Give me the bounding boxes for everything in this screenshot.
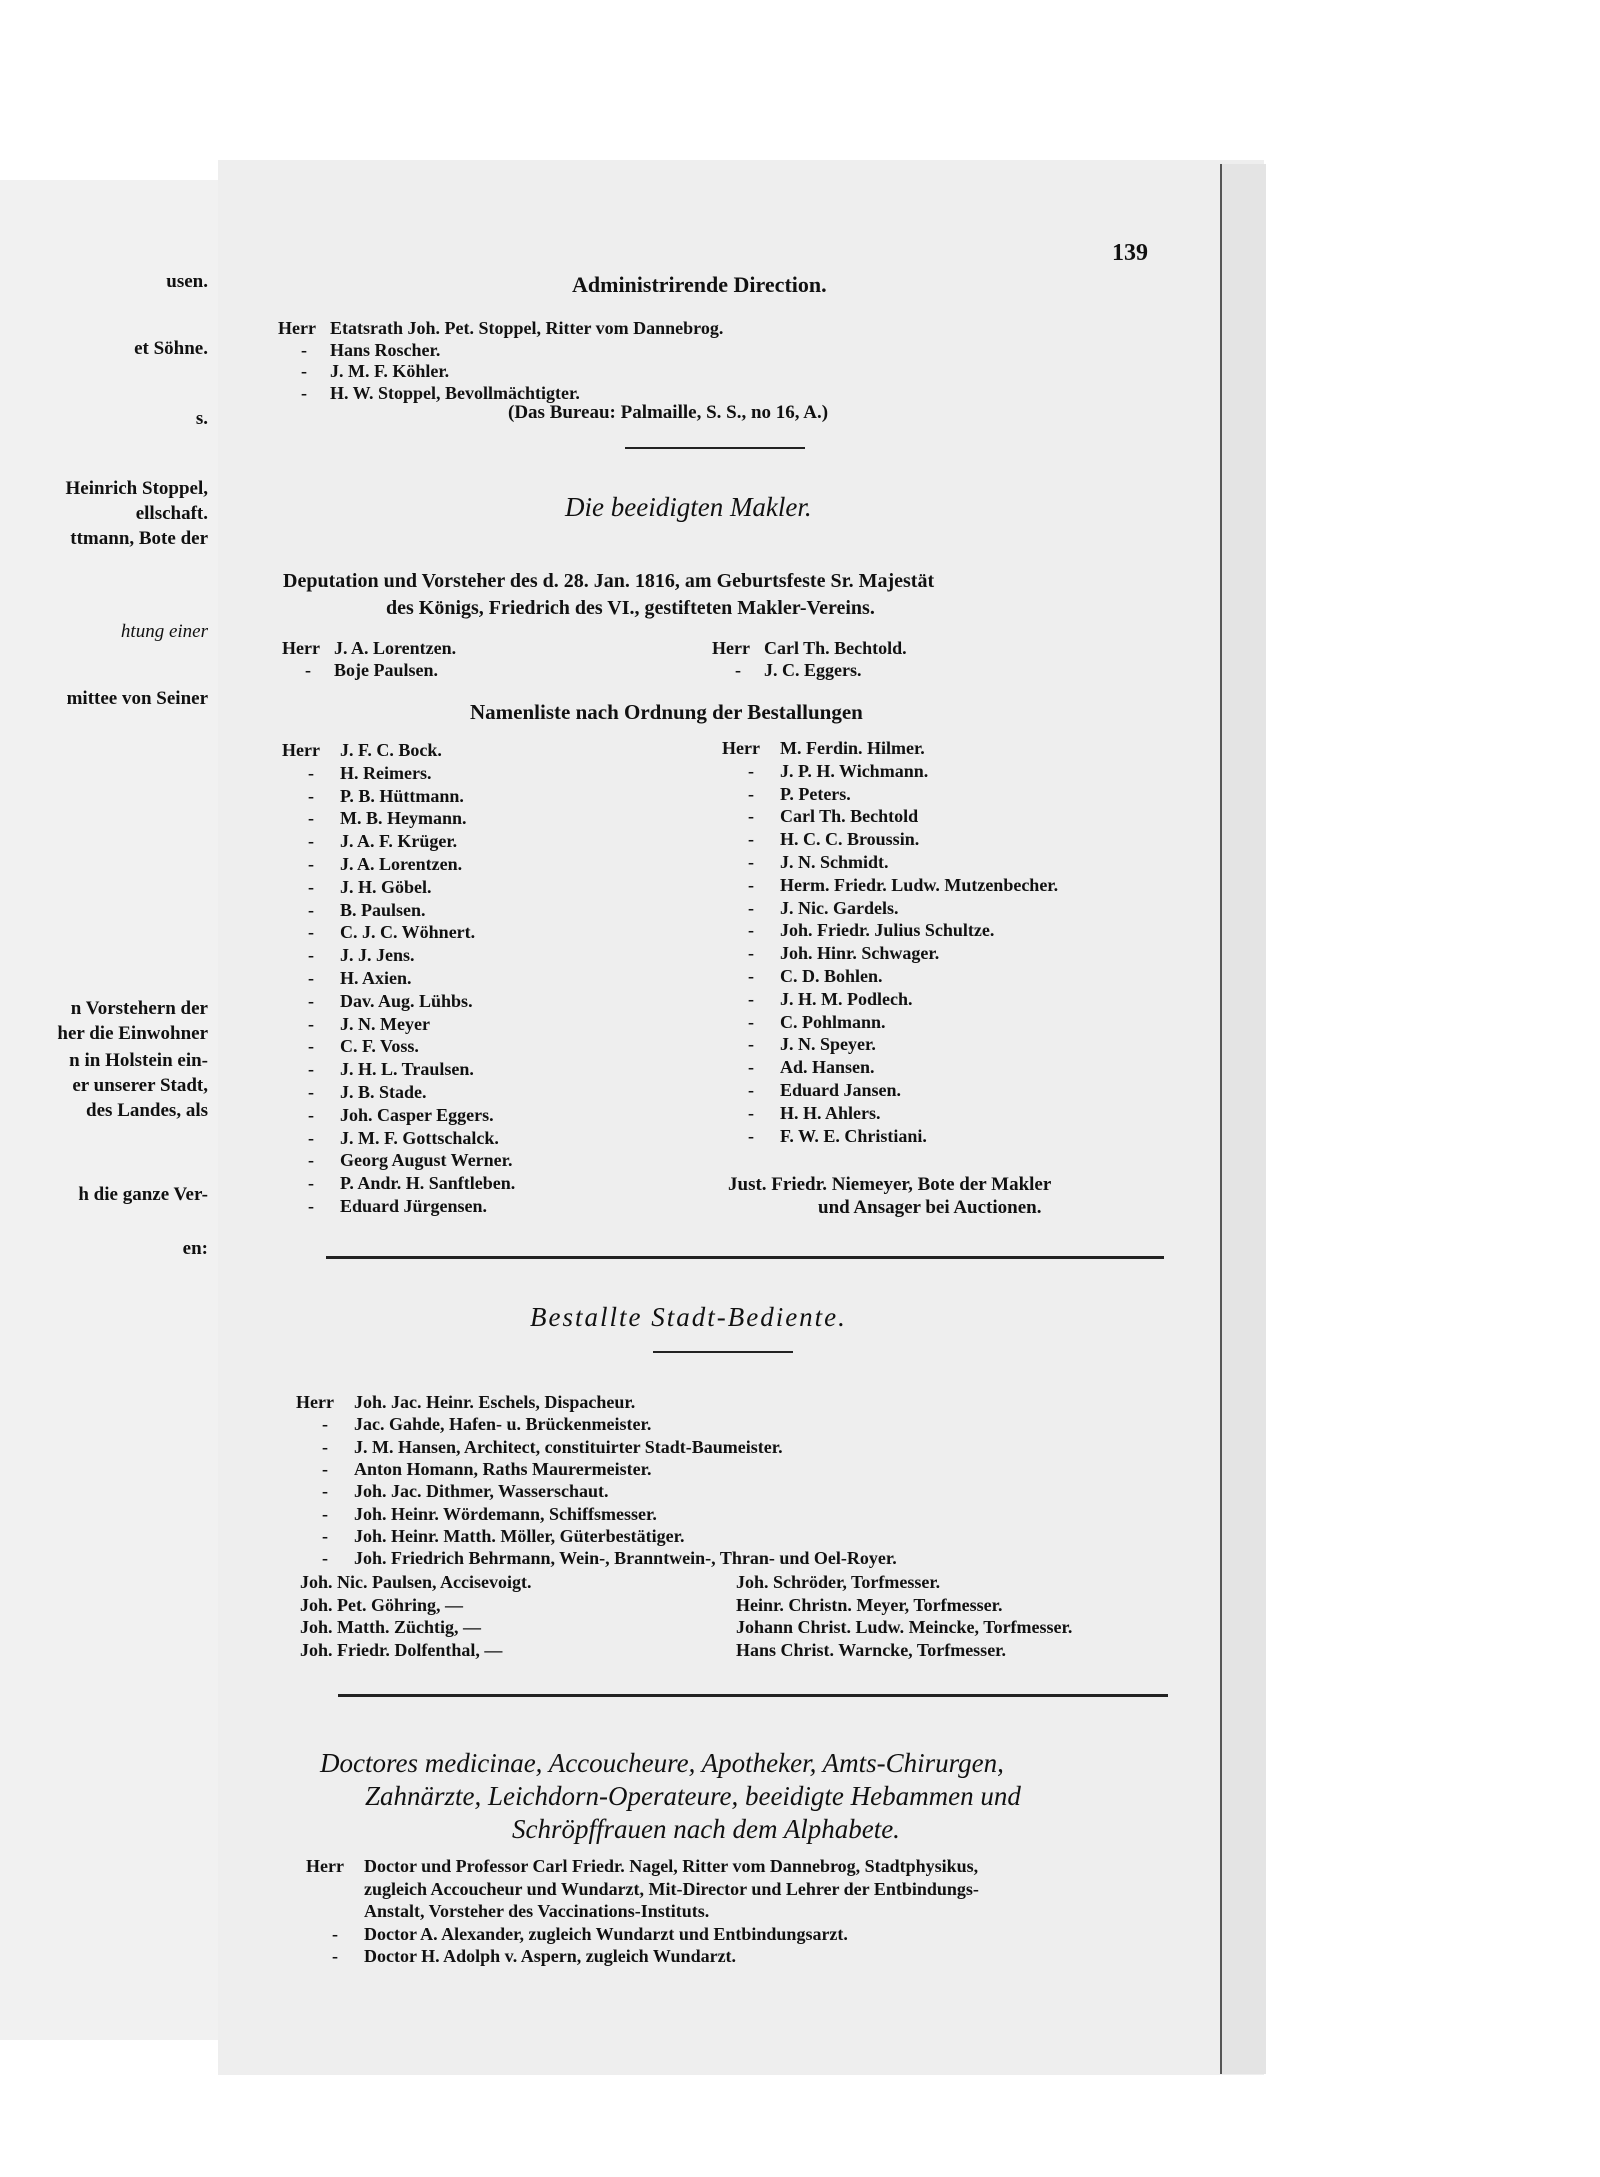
list-item: Heinr. Christn. Meyer, Torfmesser. <box>736 1594 1003 1615</box>
page-edge <box>1220 164 1266 2074</box>
list-item: Johann Christ. Ludw. Meincke, Torfmesser. <box>736 1617 1073 1637</box>
list-item-text: Georg August Werner. <box>340 1150 513 1171</box>
list-item <box>296 1459 652 1480</box>
list-item-text: J. A. F. Krüger. <box>340 831 458 852</box>
list-item-prefix: - <box>748 1080 754 1100</box>
bote-line-1: Just. Friedr. Niemeyer, Bote der Makler <box>728 1174 1052 1195</box>
list-item <box>278 361 449 382</box>
list-item-prefix: - <box>748 943 754 964</box>
list-item-text: Ad. Hansen. <box>780 1057 875 1078</box>
list-item-prefix: - <box>322 1414 328 1435</box>
left-page-text: her die Einwohner <box>57 1023 208 1044</box>
list-item-prefix: Herr <box>282 638 320 658</box>
page-number: 139 <box>1112 240 1148 266</box>
list-item <box>282 740 442 761</box>
list-item-prefix: - <box>308 1127 314 1148</box>
list-item-text: H. Reimers. <box>340 762 432 783</box>
list-item-text: M. B. Heymann. <box>340 808 467 829</box>
list-item-prefix: - <box>308 1059 314 1080</box>
list-item <box>282 1173 515 1194</box>
list-item <box>722 852 889 873</box>
list-item-prefix: - <box>308 762 314 783</box>
list-item-text: J. J. Jens. <box>340 945 415 966</box>
list-item <box>278 340 440 361</box>
list-item-text: Joh. Hinr. Schwager. <box>780 943 940 964</box>
list-item-prefix: - <box>322 1525 328 1546</box>
list-item-text: Eduard Jansen. <box>780 1080 902 1100</box>
list-item-text: Joh. Heinr. Matth. Möller, Güterbestätiger. <box>354 1525 685 1546</box>
list-item <box>296 1437 783 1458</box>
list-item <box>722 1126 927 1147</box>
list-item <box>722 1012 886 1033</box>
list-item-prefix: Herr <box>306 1856 344 1876</box>
list-item-text: J. C. Eggers. <box>764 660 862 680</box>
left-page-text: er unserer Stadt, <box>72 1075 208 1096</box>
list-item-text: Carl Th. Bechtold <box>780 806 919 827</box>
list-item <box>282 1036 419 1057</box>
list-item-prefix: - <box>748 1102 754 1123</box>
list-item-prefix: - <box>305 660 311 680</box>
previous-page-fragment <box>0 180 222 2040</box>
list-item-prefix: - <box>748 1011 754 1032</box>
list-item-prefix: - <box>735 660 741 680</box>
list-item: Joh. Friedr. Dolfenthal, — <box>300 1639 503 1660</box>
list-item <box>722 784 851 805</box>
list-item-text: J. P. H. Wichmann. <box>780 760 929 781</box>
list-item-prefix: - <box>308 899 314 920</box>
list-item <box>282 1082 427 1103</box>
list-item-text: Anstalt, Vorsteher des Vaccinations-Instituts. <box>364 1901 710 1921</box>
list-item-text: zugleich Accoucheur und Wundarzt, Mit-Director und Lehrer der Entbindungs- <box>364 1878 979 1899</box>
list-item <box>306 1901 709 1922</box>
list-item <box>722 806 918 827</box>
list-item-prefix: - <box>301 339 307 360</box>
list-item-text: B. Paulsen. <box>340 899 426 920</box>
left-page-text: usen. <box>166 271 208 292</box>
list-item <box>278 383 580 404</box>
list-item-text: C. D. Bohlen. <box>780 966 883 986</box>
list-item-text: J. H. Göbel. <box>340 876 432 897</box>
list-item-text: H. W. Stoppel, Bevollmächtigter. <box>330 382 580 403</box>
list-item: Joh. Pet. Göhring, — <box>300 1594 464 1615</box>
list-item-text: C. F. Voss. <box>340 1036 419 1057</box>
list-item-prefix: - <box>308 1104 314 1125</box>
list-item-prefix: - <box>748 806 754 827</box>
list-item-text: J. N. Schmidt. <box>780 852 889 872</box>
list-item-text: Anton Homann, Raths Maurermeister. <box>354 1458 652 1479</box>
list-item-prefix: - <box>748 920 754 941</box>
list-item-prefix: Herr <box>282 740 320 760</box>
list-item-prefix: - <box>308 785 314 806</box>
list-item-text: M. Ferdin. Hilmer. <box>780 738 925 758</box>
list-item <box>282 808 467 829</box>
list-item-text: Dav. Aug. Lühbs. <box>340 990 473 1011</box>
list-item-text: J. H. M. Podlech. <box>780 988 913 1009</box>
list-item <box>296 1414 651 1435</box>
list-item: Joh. Matth. Züchtig, — <box>300 1617 482 1637</box>
list-item <box>282 1128 499 1149</box>
list-item-prefix: - <box>748 829 754 850</box>
section-title-doctores-1: Doctores medicinae, Accoucheure, Apotheker, Amts-Chirurgen, <box>320 1748 1004 1778</box>
deputation-line-2: des Königs, Friedrich des VI., gestifteten Makler-Vereins. <box>386 597 875 619</box>
list-item-prefix: - <box>301 382 307 403</box>
list-item-text: Carl Th. Bechtold. <box>764 638 907 658</box>
bote-line-2: und Ansager bei Auctionen. <box>818 1197 1042 1218</box>
left-page-text: mittee von Seiner <box>66 688 208 709</box>
left-page-text: des Landes, als <box>86 1100 208 1121</box>
list-item-text: Joh. Friedrich Behrmann, Wein-, Branntwein-, Thran- und Oel-Royer. <box>354 1548 897 1569</box>
list-item-text: Doctor H. Adolph v. Aspern, zugleich Wundarzt. <box>364 1946 737 1966</box>
list-item-text: J. M. F. Gottschalck. <box>340 1127 499 1148</box>
list-item <box>282 968 412 989</box>
list-item-prefix: - <box>748 1057 754 1078</box>
list-item <box>712 638 907 659</box>
list-item-text: Herm. Friedr. Ludw. Mutzenbecher. <box>780 874 1059 895</box>
list-item <box>282 660 438 681</box>
list-item-text: J. F. C. Bock. <box>340 740 442 760</box>
list-item: Joh. Schröder, Torfmesser. <box>736 1572 941 1592</box>
list-item-prefix: - <box>308 1082 314 1102</box>
list-item <box>722 1080 901 1101</box>
list-item-text: P. Peters. <box>780 783 851 804</box>
list-item-prefix: - <box>308 876 314 897</box>
list-item <box>296 1481 609 1502</box>
list-item-prefix: - <box>748 874 754 895</box>
list-item-text: Doctor und Professor Carl Friedr. Nagel, Ritter vom Dannebrog, Stadtphysikus, <box>364 1856 979 1876</box>
list-item-prefix: - <box>308 945 314 966</box>
list-item <box>282 786 464 807</box>
list-item-text: P. Andr. H. Sanftleben. <box>340 1173 516 1194</box>
list-item-prefix: - <box>748 1125 754 1146</box>
list-item-text: J. M. Hansen, Architect, constituirter Stadt-Baumeister. <box>354 1436 783 1457</box>
list-item-prefix: - <box>322 1436 328 1457</box>
list-item <box>722 898 899 919</box>
list-item: Joh. Nic. Paulsen, Accisevoigt. <box>300 1572 532 1592</box>
list-item-prefix: - <box>322 1548 328 1569</box>
list-item-prefix: - <box>322 1458 328 1479</box>
list-item-text: J. N. Speyer. <box>780 1034 876 1055</box>
list-item <box>722 989 913 1010</box>
list-item-text: C. Pohlmann. <box>780 1011 886 1032</box>
list-item-text: Joh. Jac. Dithmer, Wasserschaut. <box>354 1481 609 1502</box>
section-title-doctores-3: Schröpffrauen nach dem Alphabete. <box>512 1814 900 1844</box>
left-page-text: ellschaft. <box>135 503 208 524</box>
divider <box>653 1351 793 1353</box>
list-item-text: Joh. Casper Eggers. <box>340 1104 494 1125</box>
list-item-prefix: - <box>322 1503 328 1524</box>
list-item <box>722 943 939 964</box>
list-item-text: Joh. Friedr. Julius Schultze. <box>780 920 995 941</box>
section-rule <box>338 1694 1168 1697</box>
list-item-prefix: - <box>748 783 754 804</box>
left-page-text: n in Holstein ein- <box>69 1050 208 1071</box>
left-page-text: htung einer <box>120 621 208 642</box>
list-item-text: Jac. Gahde, Hafen- u. Brückenmeister. <box>354 1414 652 1435</box>
list-item <box>306 1946 736 1967</box>
list-item-text: Etatsrath Joh. Pet. Stoppel, Ritter vom Dannebrog. <box>330 318 724 338</box>
list-item <box>282 831 457 852</box>
list-item <box>306 1924 848 1945</box>
list-item-prefix: - <box>748 852 754 872</box>
list-item <box>722 1103 881 1124</box>
list-item-prefix: - <box>748 1034 754 1055</box>
list-item-prefix: - <box>308 1173 314 1194</box>
list-item <box>722 920 994 941</box>
section-rule <box>326 1256 1164 1259</box>
list-item-text: Eduard Jürgensen. <box>340 1196 488 1216</box>
list-item-prefix: - <box>308 968 314 988</box>
list-item-prefix: - <box>748 897 754 918</box>
list-item-prefix: - <box>308 854 314 874</box>
list-item-text: F. W. E. Christiani. <box>780 1125 927 1146</box>
left-page-text: Heinrich Stoppel, <box>65 478 208 499</box>
list-item <box>722 829 919 850</box>
list-item-prefix: - <box>332 1946 338 1966</box>
list-item-prefix: - <box>308 1150 314 1171</box>
list-item <box>296 1392 635 1413</box>
list-item <box>282 1196 487 1217</box>
list-item-text: H. C. C. Broussin. <box>780 829 920 850</box>
list-item-prefix: - <box>332 1923 338 1944</box>
list-item-text: Doctor A. Alexander, zugleich Wundarzt und Entbindungsarzt. <box>364 1923 848 1944</box>
list-item <box>712 660 862 681</box>
list-item-text: J. N. Meyer <box>340 1013 430 1034</box>
list-item: Hans Christ. Warncke, Torfmesser. <box>736 1639 1007 1660</box>
list-item <box>722 738 925 759</box>
list-item-prefix: - <box>308 922 314 943</box>
list-item <box>278 318 723 339</box>
left-page-text: et Söhne. <box>134 338 208 359</box>
list-item-prefix: Herr <box>722 738 760 758</box>
list-item <box>296 1548 897 1569</box>
list-item <box>282 638 456 659</box>
list-item-text: Joh. Jac. Heinr. Eschels, Dispacheur. <box>354 1392 636 1412</box>
list-item-text: J. Nic. Gardels. <box>780 897 899 918</box>
list-item-prefix: - <box>308 990 314 1011</box>
bureau-address: (Das Bureau: Palmaille, S. S., no 16, A.) <box>508 402 829 423</box>
list-item <box>282 900 426 921</box>
list-item-prefix: - <box>308 1013 314 1034</box>
list-item-text: Boje Paulsen. <box>334 660 439 680</box>
list-item <box>722 1034 876 1055</box>
list-item-prefix: - <box>308 1196 314 1216</box>
list-item <box>306 1856 978 1877</box>
list-item-text: J. H. L. Traulsen. <box>340 1059 474 1080</box>
list-item <box>282 1105 494 1126</box>
list-item-prefix: - <box>308 1036 314 1057</box>
list-item-text: J. B. Stade. <box>340 1082 427 1102</box>
list-item <box>296 1504 657 1525</box>
list-item <box>722 1057 875 1078</box>
list-item-prefix: - <box>748 966 754 986</box>
list-item-text: J. A. Lorentzen. <box>340 854 463 874</box>
list-item-prefix: Herr <box>712 638 750 658</box>
section-title-makler: Die beeidigten Makler. <box>565 492 812 522</box>
list-item <box>282 1059 474 1080</box>
list-item <box>282 922 475 943</box>
divider <box>625 447 805 449</box>
left-page-text: h die ganze Ver- <box>78 1184 208 1205</box>
section-title-administration: Administrirende Direction. <box>572 272 827 297</box>
left-page-text: n Vorstehern der <box>70 998 208 1019</box>
list-item-prefix: - <box>748 988 754 1009</box>
list-item-prefix: Herr <box>296 1392 334 1412</box>
list-item-prefix: Herr <box>278 318 316 338</box>
list-item <box>306 1879 979 1900</box>
list-item-text: J. M. F. Köhler. <box>330 361 450 381</box>
list-item <box>296 1526 684 1547</box>
list-item <box>722 761 928 782</box>
left-page-text: s. <box>195 408 208 429</box>
list-item <box>282 1150 513 1171</box>
list-item-prefix: - <box>322 1481 328 1502</box>
list-item <box>282 877 432 898</box>
list-item <box>722 875 1058 896</box>
list-item-text: H. Axien. <box>340 968 412 988</box>
list-item-text: H. H. Ahlers. <box>780 1102 881 1123</box>
left-page-text: ttmann, Bote der <box>70 528 208 549</box>
deputation-line-1: Deputation und Vorsteher des d. 28. Jan. 1816, am Geburtsfeste Sr. Majestät <box>283 570 935 592</box>
list-item-prefix: - <box>748 760 754 781</box>
list-item-text: P. B. Hüttmann. <box>340 785 464 806</box>
list-item <box>282 945 415 966</box>
list-item <box>282 854 462 875</box>
list-title: Namenliste nach Ordnung der Bestallungen <box>470 700 863 724</box>
list-item-text: C. J. C. Wöhnert. <box>340 922 476 943</box>
list-item-text: Hans Roscher. <box>330 339 441 360</box>
list-item <box>282 1014 430 1035</box>
left-page-text: en: <box>182 1238 208 1259</box>
list-item-text: Joh. Heinr. Wördemann, Schiffsmesser. <box>354 1503 657 1524</box>
section-title-bediente: Bestallte Stadt-Bediente. <box>530 1302 847 1332</box>
list-item <box>722 966 883 987</box>
list-item <box>282 991 473 1012</box>
list-item-prefix: - <box>308 808 314 829</box>
list-item-prefix: - <box>308 831 314 852</box>
list-item <box>282 763 431 784</box>
list-item-prefix: - <box>301 361 307 381</box>
list-item-text: J. A. Lorentzen. <box>334 638 457 658</box>
section-title-doctores-2: Zahnärzte, Leichdorn-Operateure, beeidigte Hebammen und <box>365 1781 1021 1811</box>
